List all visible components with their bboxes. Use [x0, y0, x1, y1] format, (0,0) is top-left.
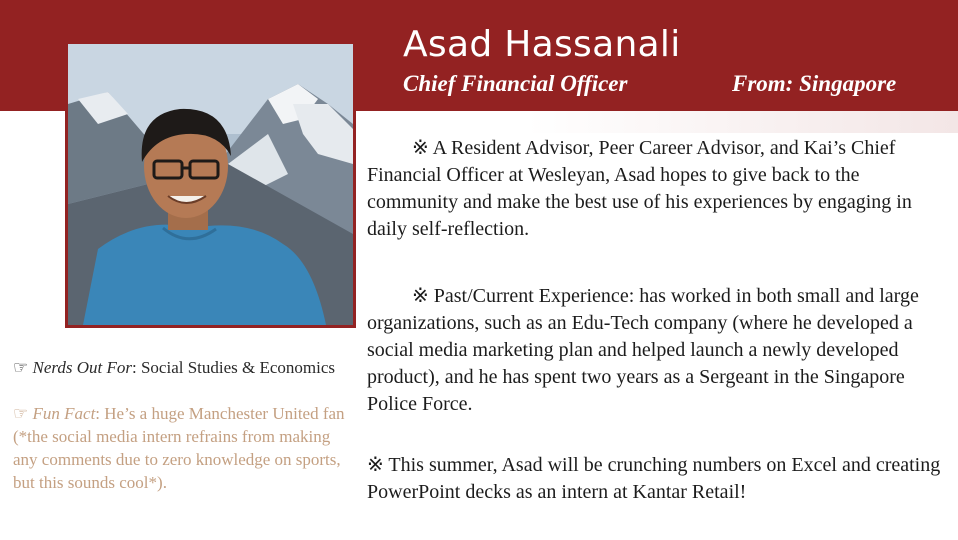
- summer-text: ※ This summer, Asad will be crunching numbers on Excel and creating PowerPoint decks as an intern at Kantar Retail!: [367, 454, 941, 503]
- person-role: Chief Financial Officer: [403, 71, 628, 96]
- summer-paragraph: [367, 452, 947, 506]
- nerds-text: : Social Studies & Economics: [132, 358, 336, 377]
- intro-paragraph: [367, 135, 947, 243]
- fun-fact: [13, 402, 348, 494]
- profile-photo-icon: [68, 44, 353, 325]
- experience-paragraph: [367, 283, 947, 418]
- intro-text: ※ A Resident Advisor, Peer Career Advisor, and Kai’s Chief Financial Officer at Wesleyan, Asad hopes to give back to the community and make the best use of his experiences by engaging in daily self-reflection.: [367, 137, 912, 240]
- person-origin: From: Singapore: [732, 71, 897, 96]
- fun-fact-text: : He’s a huge Manchester United fan (*the social media intern refrains from making any comments due to zero knowledge on sports, but this sounds cool*).: [13, 404, 345, 492]
- experience-text: ※ Past/Current Experience: has worked in both small and large organizations, such as an Edu-Tech company (where he developed a social media marketing plan and helped launch a newly developed product), and he has spent two years as a Sergeant in the Singapore Police Force.: [367, 285, 919, 415]
- profile-photo: [65, 41, 356, 328]
- pointing-hand-icon: ☞: [13, 404, 29, 423]
- pointing-hand-icon: ☞: [13, 358, 29, 377]
- person-name: Asad Hassanali: [403, 24, 681, 65]
- nerds-label: Nerds Out For: [32, 358, 132, 377]
- fun-fact-label: Fun Fact: [32, 404, 96, 423]
- nerds-out-for: [13, 356, 348, 379]
